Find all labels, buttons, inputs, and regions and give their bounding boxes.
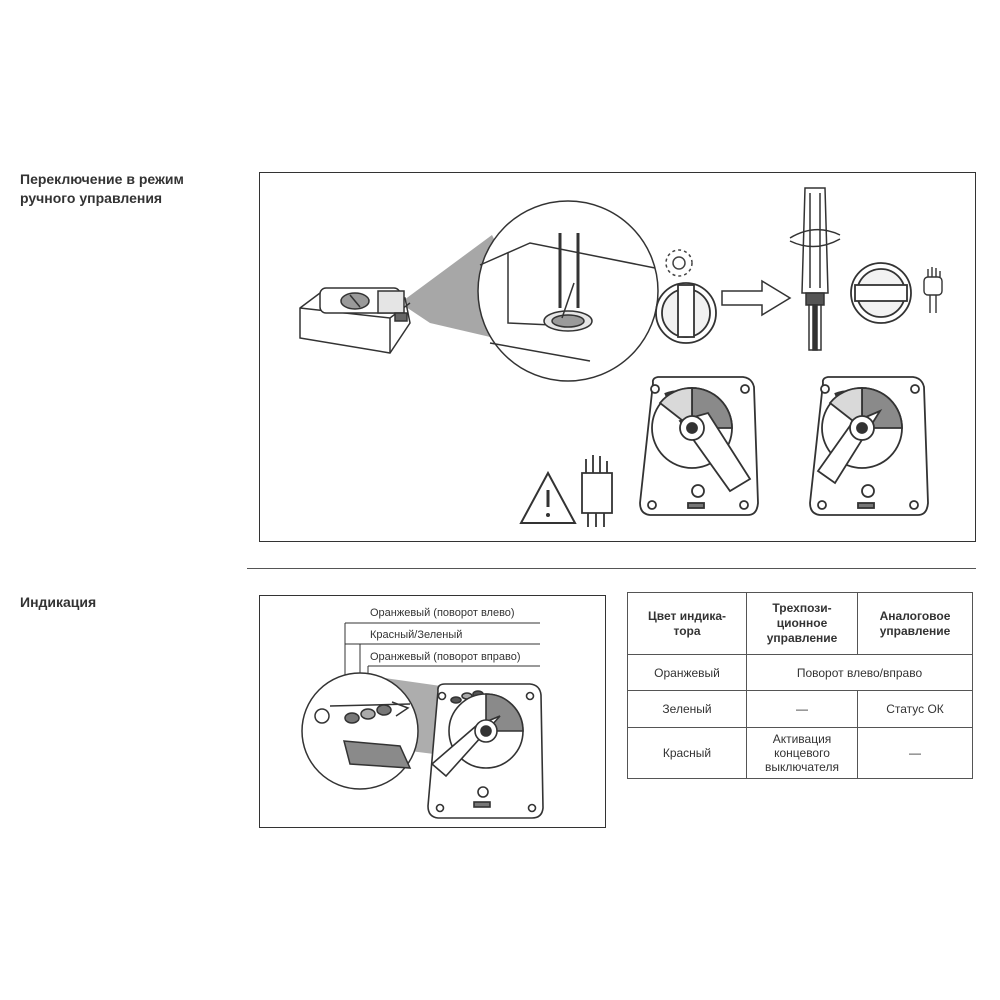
indication-actuator <box>428 684 543 818</box>
table-row <box>628 655 973 691</box>
manual-knob-after <box>851 263 911 323</box>
warning-triangle-icon <box>521 473 575 523</box>
actuator-front-right <box>810 377 928 515</box>
callout-orange-left: Оранжевый (поворот влево) <box>370 607 515 619</box>
cell-color-orange: Оранжевый <box>628 655 747 691</box>
indication-table <box>627 592 973 779</box>
callout-red-green: Красный/Зеленый <box>370 629 463 641</box>
cell-color-red: Красный <box>628 728 747 779</box>
cell-red-analog: — <box>858 728 973 779</box>
callout-orange-right: Оранжевый (поворот вправо) <box>370 651 521 663</box>
header-analog: Аналоговое управление <box>858 593 973 655</box>
header-three-position: Трехпози- ционное управление <box>747 593 858 655</box>
manual-mode-figure <box>259 172 976 542</box>
actuator-front-left <box>640 377 758 515</box>
section-divider <box>247 568 976 569</box>
cell-limit-switch: Активация концевого выключателя <box>747 728 858 779</box>
hand-icon <box>582 455 612 527</box>
table-header-row <box>628 593 973 655</box>
arrow-right-icon <box>722 281 790 315</box>
manual-mode-title-line1: Переключение в режим <box>20 171 184 187</box>
actuator-small-view <box>300 288 410 353</box>
manual-mode-title <box>20 170 184 208</box>
cell-status-ok: Статус ОК <box>858 691 973 728</box>
cell-green-three-position: — <box>747 691 858 728</box>
cell-color-green: Зеленый <box>628 691 747 728</box>
cell-rotation: Поворот влево/вправо <box>747 655 973 691</box>
manual-mode-title-line2: ручного управления <box>20 190 163 206</box>
table-row <box>628 728 973 779</box>
screwdriver-icon <box>790 188 840 350</box>
indication-magnified <box>302 673 418 789</box>
indication-title: Индикация <box>20 594 97 610</box>
hand-icon-small <box>924 267 942 313</box>
table-row <box>628 691 973 728</box>
manual-mode-illustration <box>260 173 977 543</box>
rotate-icon <box>666 250 692 276</box>
manual-knob-before <box>656 283 716 343</box>
header-indicator-color: Цвет индика- тора <box>628 593 747 655</box>
magnified-detail <box>478 201 658 381</box>
